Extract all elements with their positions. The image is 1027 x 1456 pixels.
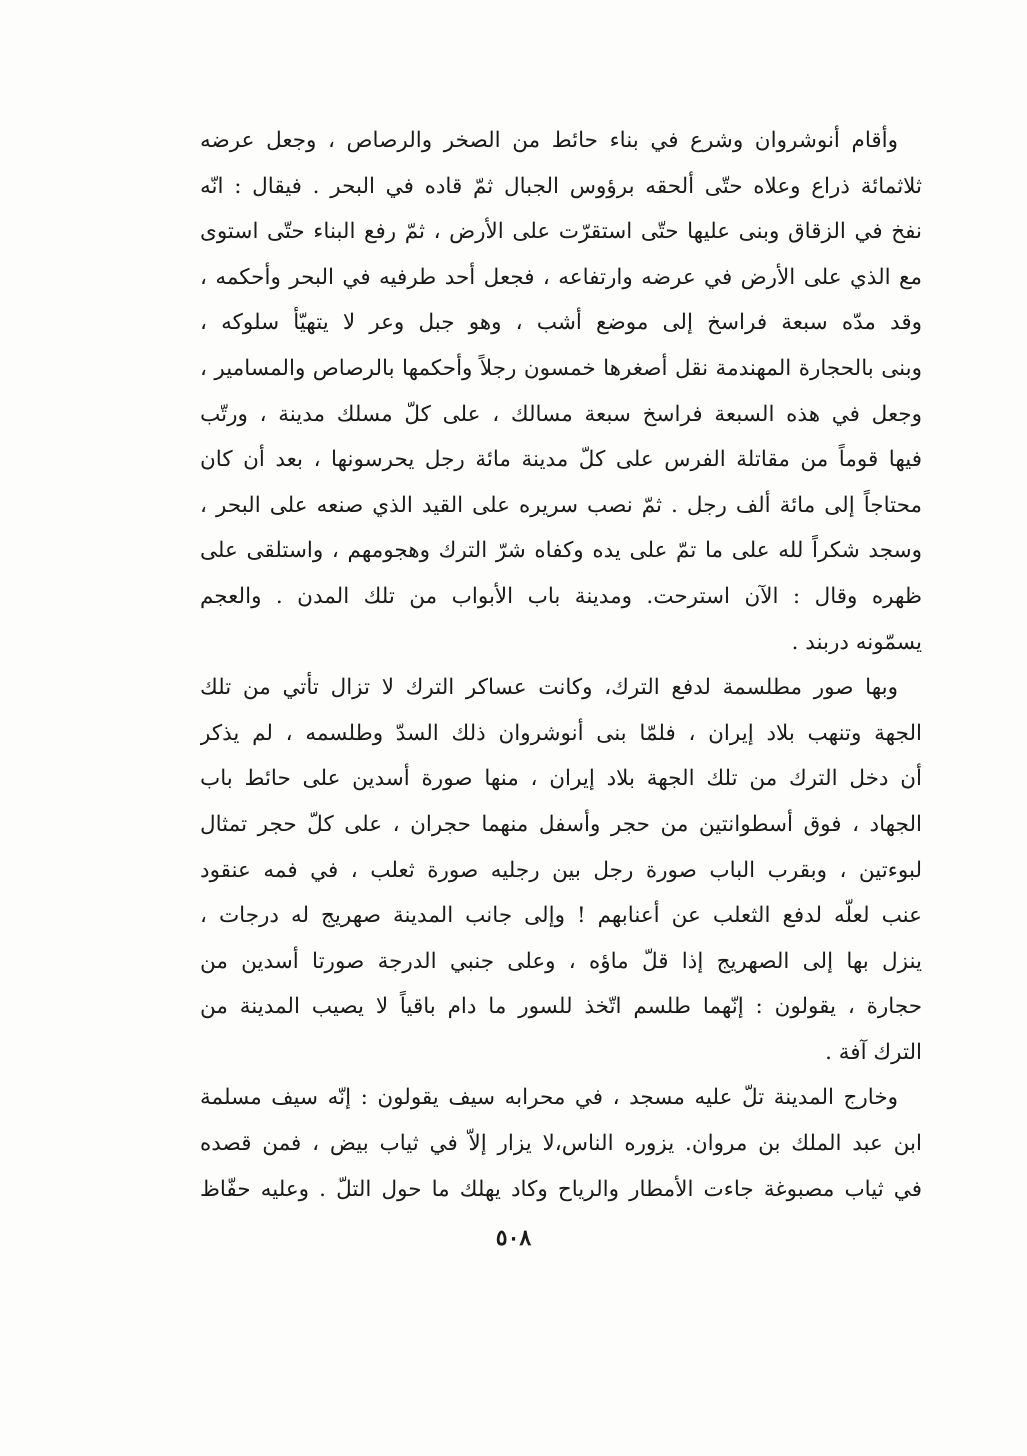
text-line: الجهة وتنهب بلاد إيران ، فلمّا بنى أنوشروان ذلك السدّ وطلسمه ، لم يذكر bbox=[200, 720, 922, 746]
text-line: وأقام أنوشروان وشرع في بناء حائط من الصخر والرصاص ، وجعل عرضه bbox=[200, 128, 898, 153]
paragraph-3 bbox=[200, 1075, 922, 1212]
text-line: ابن عبد الملك بن مروان. يزوره الناس،لا يزار إلاّ في ثياب بيض ، فمن قصده bbox=[200, 1131, 922, 1157]
text-line: وجعل في هذه السبعة فراسخ سبعة مسالك ، على كلّ مسلك مدينة ، ورتّب bbox=[200, 401, 922, 427]
text-line: وخارج المدينة تلّ عليه مسجد ، في محرابه سيف يقولون : إنّه سيف مسلمة bbox=[200, 1085, 898, 1111]
text-line: نفخ في الزقاق وبنى عليها حتّى استقرّت على الأرض ، ثمّ رفع البناء حتّى استوى bbox=[200, 219, 922, 245]
text-line: أن دخل الترك من تلك الجهة بلاد إيران ، منها صورة أسدين على حائط باب bbox=[200, 766, 922, 792]
text-line: وبها صور مطلسمة لدفع الترك، وكانت عساكر الترك لا تزال تأتي من تلك bbox=[200, 675, 898, 701]
text-line: عنب لعلّه لدفع الثعلب عن أعنابهم ! وإلى جانب المدينة صهريج له درجات ، bbox=[200, 903, 922, 929]
paragraph-2 bbox=[200, 665, 922, 1075]
paragraph-1 bbox=[200, 118, 922, 665]
text-line: ثلاثمائة ذراع وعلاه حتّى ألحقه برؤوس الجبال ثمّ قاده في البحر . فيقال : انّه bbox=[200, 173, 922, 199]
body-text bbox=[200, 118, 922, 1212]
text-line: حجارة ، يقولون : إنّهما طلسم اتّخذ للسور ما دام باقياً لا يصيب المدينة من bbox=[200, 994, 922, 1020]
text-line: محتاجاً إلى مائة ألف رجل . ثمّ نصب سريره على القيد الذي صنعه على البحر ، bbox=[200, 492, 922, 518]
text-line: مع الذي على الأرض في عرضه وارتفاعه ، فجعل أحد طرفيه في البحر وأحكمه ، bbox=[200, 264, 922, 290]
text-line: في ثياب مصبوغة جاءت الأمطار والرياح وكاد يهلك ما حول التلّ . وعليه حفّاظ bbox=[200, 1176, 922, 1202]
text-line: ظهره وقال : الآن استرحت. ومدينة باب الأبواب من تلك المدن . والعجم bbox=[200, 583, 922, 609]
text-line: يسمّونه دربند . bbox=[791, 629, 922, 655]
text-line: وقد مدّه سبعة فراسخ إلى موضع أشب ، وهو جبل وعر لا يتهيّأ سلوكه ، bbox=[200, 310, 922, 336]
text-line: الترك آفة . bbox=[825, 1039, 922, 1065]
text-line: وسجد شكراً لله على ما تمّ على يده وكفاه شرّ الترك وهجومهم ، واستلقى على bbox=[200, 538, 922, 564]
text-line: الجهاد ، فوق أسطوانتين من حجر وأسفل منهما حجران ، على كلّ حجر تمثال bbox=[200, 811, 922, 837]
page-number: ٥٠٨ bbox=[495, 1225, 532, 1251]
text-line: فيها قوماً من مقاتلة الفرس على كلّ مدينة مائة رجل يحرسونها ، بعد أن كان bbox=[200, 447, 922, 473]
text-line: ينزل بها إلى الصهريج إذا قلّ ماؤه ، وعلى جنبي الدرجة صورتا أسدين من bbox=[200, 948, 922, 974]
text-line: وبنى بالحجارة المهندمة نقل أصغرها خمسون رجلاً وأحكمها بالرصاص والمسامير ، bbox=[200, 355, 922, 381]
text-line: لبوءتين ، وبقرب الباب صورة رجل بين رجليه صورة ثعلب ، في فمه عنقود bbox=[200, 857, 922, 883]
